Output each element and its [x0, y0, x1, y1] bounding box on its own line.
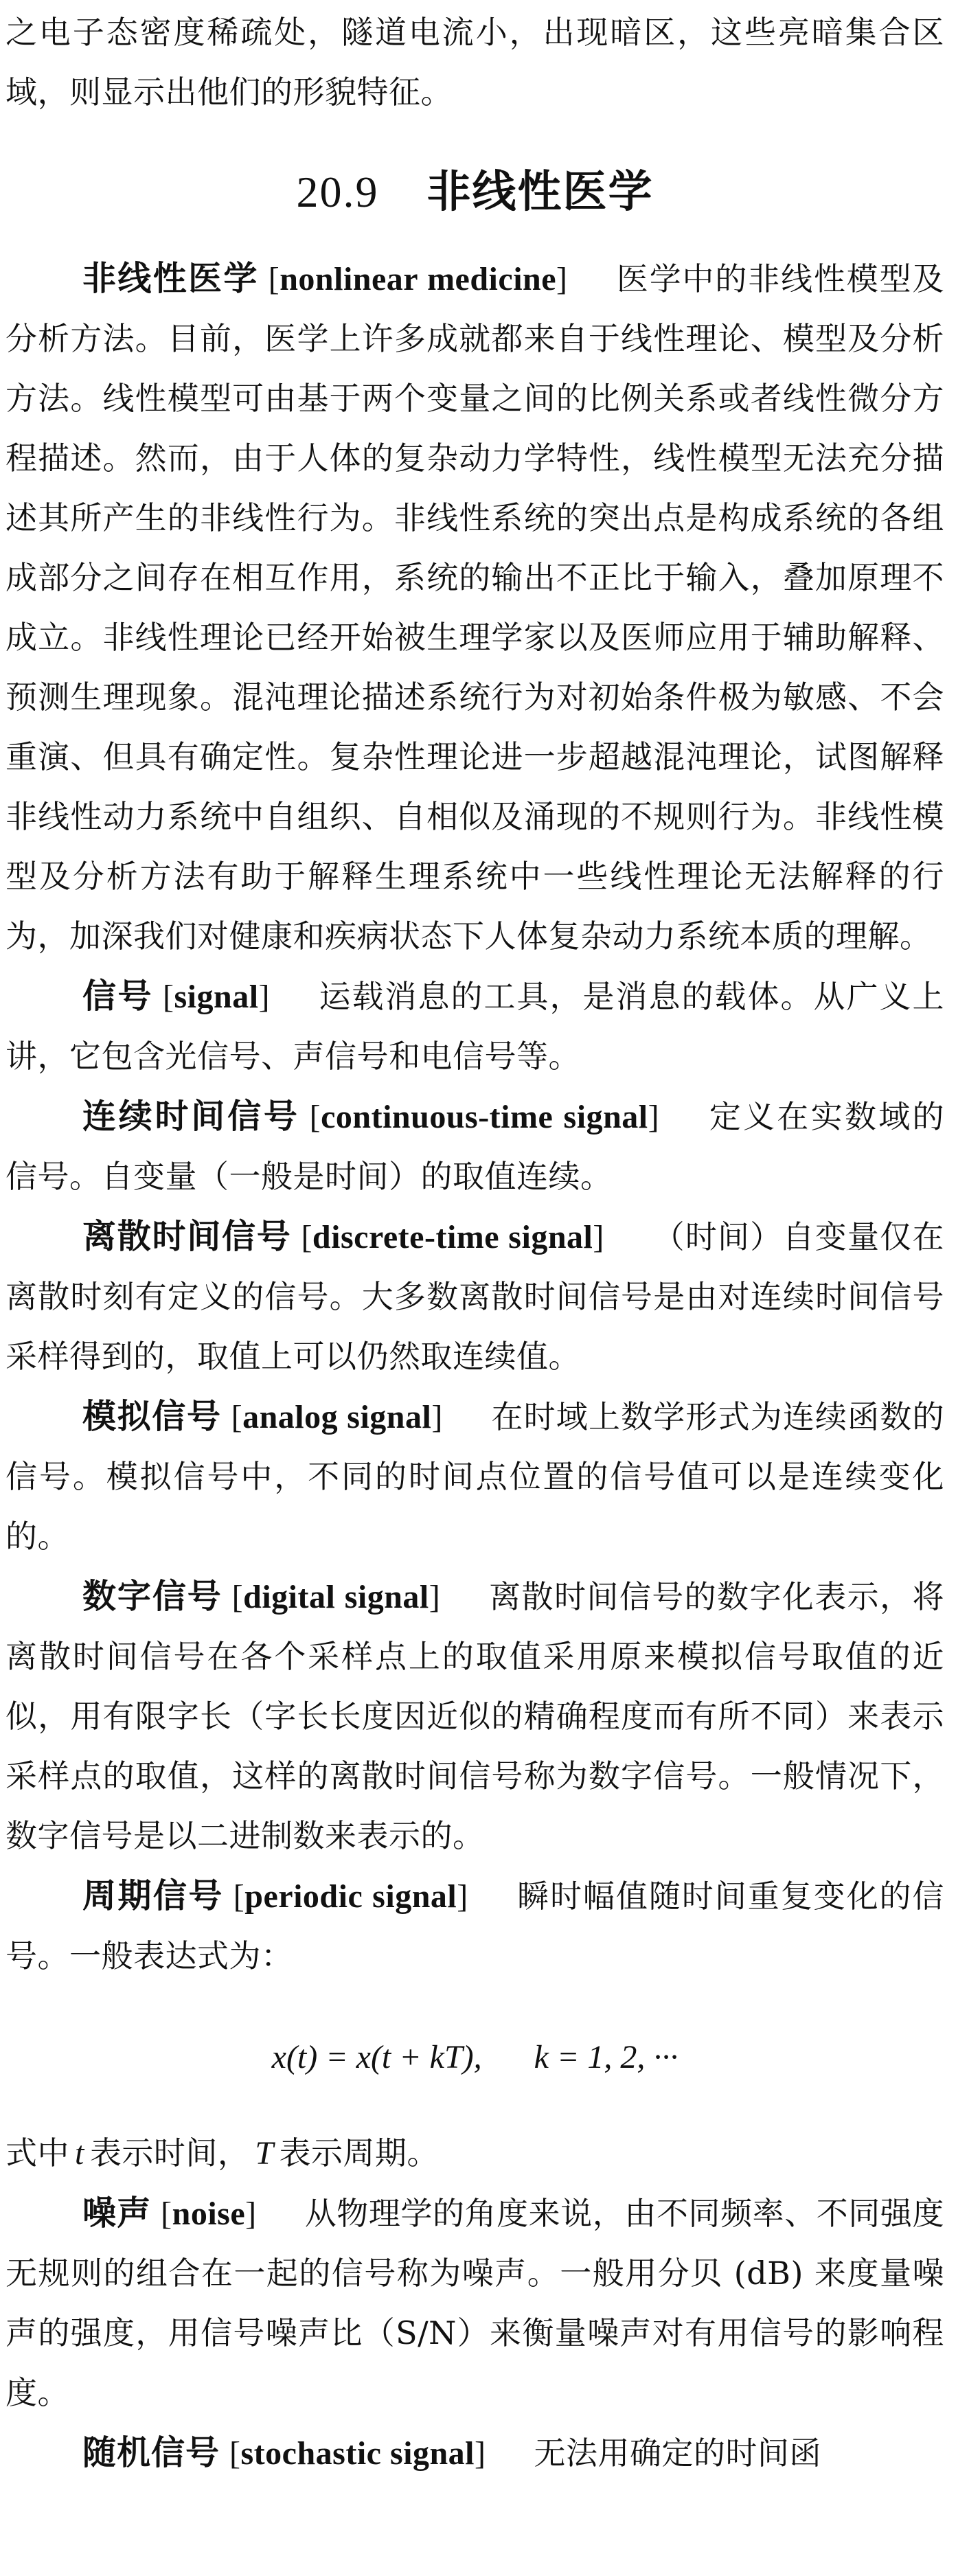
entry-discrete-time-signal	[5, 1207, 944, 1387]
formula-rhs: k = 1, 2, ···	[534, 2039, 679, 2075]
entry-definition: 定义在实数域的信号。自变量（一般是时间）的取值连续。	[5, 1098, 944, 1195]
entry-term-en: [digital signal]	[231, 1579, 441, 1615]
entry-term: 周期信号	[82, 1876, 224, 1915]
entry-nonlinear-medicine	[5, 249, 944, 966]
entry-signal	[5, 966, 944, 1086]
entry-definition: 医学中的非线性模型及分析方法。目前，医学上许多成就都来自于线性理论、模型及分析方法。线性模型可由基于两个变量之间的比例关系或者线性微分方程描述。然而，由于人体的复杂动力学特性，线性模型无法充分描述其所产生的非线性行为。非线性系统的突出点是构成系统的各组成部分之间存在相互作用，系统的输出不正比于输入，叠加原理不成立。非线性理论已经开始被生理学家以及医师应用于辅助解释、预测生理现象。混沌理论描述系统行为对初始条件极为敏感、不会重演、但具有确定性。复杂性理论进一步超越混沌理论，试图解释非线性动力系统中自组织、自相似及涌现的不规则行为。非线性模型及分析方法有助于解释生理系统中一些线性理论无法解释的行为，加深我们对健康和疾病状态下人体复杂动力系统本质的理解。	[5, 260, 944, 955]
entry-digital-signal	[5, 1566, 944, 1866]
entry-term: 模拟信号	[82, 1397, 222, 1436]
entry-analog-signal	[5, 1387, 944, 1566]
entry-definition: 在时域上数学形式为连续函数的信号。模拟信号中，不同的时间点位置的信号值可以是连续变化的。	[5, 1398, 944, 1555]
entry-term: 随机信号	[82, 2433, 220, 2472]
section-title: 非线性医学	[426, 168, 654, 216]
entry-term-en: [noise]	[161, 2196, 257, 2232]
entry-term-en: [periodic signal]	[233, 1878, 468, 1915]
entry-term-en: [nonlinear medicine]	[268, 261, 568, 297]
entry-definition: 从物理学的角度来说，由不同频率、不同强度无规则的组合在一起的信号称为噪声。一般用分贝 (dB) 来度量噪声的强度，用信号噪声比（S/N）来衡量噪声对有用信号的影响程度。	[5, 2195, 944, 2411]
entry-term-en: [discrete-time signal]	[301, 1219, 604, 1255]
entry-periodic-signal	[5, 1866, 944, 1986]
entry-definition: （时间）自变量仅在离散时刻有定义的信号。大多数离散时间信号是由对连续时间信号采样得到的，取值上可以仍然取连续值。	[5, 1218, 944, 1375]
entry-term: 噪声	[82, 2193, 152, 2233]
entry-definition: 无法用确定的时间函	[534, 2435, 821, 2472]
entry-term-en: [stochastic signal]	[229, 2435, 486, 2472]
entry-term: 离散时间信号	[82, 1217, 292, 1256]
entry-noise	[5, 2183, 944, 2423]
section-number: 20.9	[296, 168, 379, 216]
entry-definition: 瞬时幅值随时间重复变化的信号。一般表达式为：	[5, 1878, 944, 1974]
formula-lhs: x(t) = x(t + kT),	[271, 2039, 482, 2075]
entry-term-en: [signal]	[163, 979, 271, 1015]
entry-term: 连续时间信号	[82, 1097, 300, 1136]
periodic-signal-formula	[5, 2030, 944, 2085]
entry-definition: 运载消息的工具，是消息的载体。从广义上讲，它包含光信号、声信号和电信号等。	[5, 978, 944, 1075]
entry-term: 数字信号	[82, 1577, 223, 1616]
entry-term: 信号	[82, 977, 153, 1016]
intro-paragraph: 之电子态密度稀疏处，隧道电流小，出现暗区，这些亮暗集合区域，则显示出他们的形貌特征。	[5, 14, 944, 111]
entry-term-en: [continuous-time signal]	[309, 1099, 660, 1135]
entry-continuous-time-signal	[5, 1086, 944, 1207]
entry-stochastic-signal	[5, 2423, 944, 2483]
formula-note: 式中 t 表示时间， T 表示周期。	[5, 2134, 440, 2172]
entry-term: 非线性医学	[82, 259, 259, 298]
section-heading	[5, 161, 944, 224]
document-page	[0, 3, 969, 2576]
entry-definition: 离散时间信号的数字化表示，将离散时间信号在各个采样点上的取值采用原来模拟信号取值的近似，用有限字长（字长长度因近似的精确程度而有所不同）来表示采样点的取值，这样的离散时间信号称为数字信号。一般情况下，数字信号是以二进制数来表示的。	[5, 1578, 944, 1854]
entry-term-en: [analog signal]	[231, 1399, 443, 1435]
